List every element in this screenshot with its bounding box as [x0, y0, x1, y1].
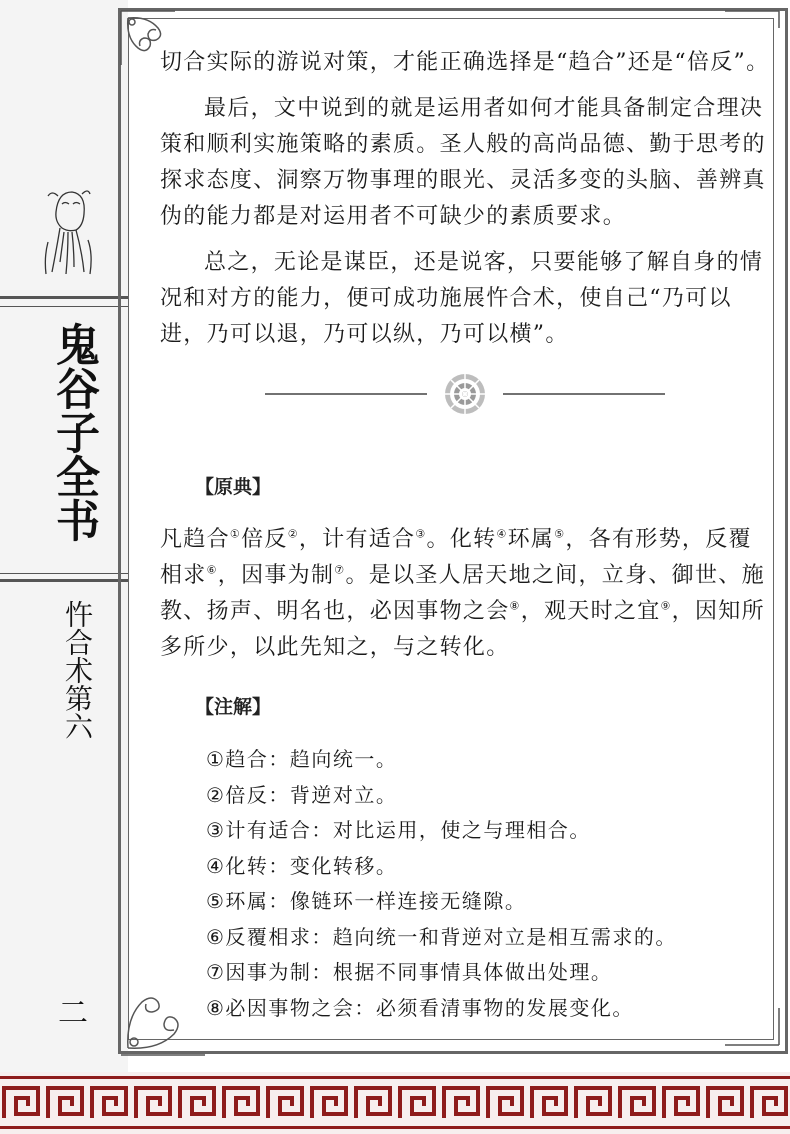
paragraph-3: 总之，无论是谋臣，还是说客，只要能够了解自身的情况和对方的能力，便可成功施展忤合术，使自己“乃可以进，乃可以退，乃可以纵，乃可以横”。 — [160, 250, 764, 347]
book-title: 鬼谷子全书 — [48, 322, 99, 542]
page-number: 二 — [58, 996, 88, 1031]
original-segment: ，因知所多所少，以此先知之，与之转化。 — [160, 599, 765, 660]
original-segment: ，观天时之宜 — [520, 599, 661, 624]
band-rule — [0, 1126, 790, 1129]
note-item: ⑧必因事物之会：必须看清事物的发展变化。 — [206, 995, 634, 1020]
original-segment: ，各有形势，反覆相求 — [160, 527, 752, 588]
sidebar-divider-mid — [0, 579, 128, 582]
original-segment: 。是以圣人居天地之间，立身、御世、施教、扬声、明名也，必因事物之会 — [160, 563, 765, 624]
meander-border-band — [0, 1072, 790, 1134]
sidebar — [0, 0, 128, 1085]
note-item: ④化转：变化转移。 — [206, 853, 398, 878]
original-segment: 倍反 — [241, 527, 288, 552]
note-reference-marker: ⑦ — [334, 563, 346, 577]
rosette-icon — [445, 374, 485, 414]
original-segment: ，因事为制 — [217, 563, 335, 588]
original-text-label: 【原典】 — [195, 476, 272, 498]
corner-ornament-bottom-left-icon — [118, 968, 208, 1058]
original-paragraph — [160, 522, 772, 666]
note-item: ⑦因事为制：根据不同事情具体做出处理。 — [206, 960, 613, 984]
original-segment: 。化转 — [426, 527, 497, 552]
note-item: ⑥反覆相求：趋向统一和背逆对立是相互需求的。 — [206, 924, 677, 949]
note-reference-marker: ① — [229, 527, 242, 541]
note-reference-marker: ② — [287, 527, 299, 541]
note-item: ①趋合：趋向统一。 — [206, 747, 398, 771]
sidebar-divider-mid-thin — [0, 573, 128, 574]
note-reference-marker: ⑥ — [206, 563, 218, 577]
original-segment: 环属 — [507, 527, 555, 552]
note-reference-marker: ④ — [496, 527, 508, 541]
notes-list — [206, 742, 766, 1026]
sidebar-divider-top — [0, 296, 128, 299]
band-rule — [0, 1076, 790, 1079]
sidebar-divider-top-thin — [0, 306, 128, 307]
chapter-title: 忤合术第六 — [61, 600, 94, 740]
original-segment: ，计有适合 — [298, 527, 416, 552]
original-text — [160, 522, 772, 666]
notes-label: 【注解】 — [195, 696, 272, 718]
note-item: ⑤环属：像链环一样连接无缝隙。 — [206, 889, 527, 913]
note-reference-marker: ⑧ — [509, 599, 521, 613]
note-item: ③计有适合：对比运用，使之与理相合。 — [206, 818, 591, 842]
sage-portrait-icon — [38, 182, 98, 277]
paragraph-2: 最后，文中说到的就是运用者如何才能具备制定合理决策和顺利实施策略的素质。圣人般的高尚品德、勤于思考的探求态度、洞察万物事理的眼光、灵活多变的头脑、善辨真伪的能力都是对运用者不可缺少的素质要求。 — [160, 96, 766, 229]
note-reference-marker: ⑤ — [554, 527, 566, 541]
original-segment: 凡趋合 — [160, 527, 230, 552]
body-text — [160, 45, 772, 353]
note-item: ②倍反：背逆对立。 — [206, 782, 398, 807]
section-divider — [265, 372, 665, 416]
note-reference-marker: ③ — [415, 527, 427, 541]
paragraph-1: 切合实际的游说对策，才能正确选择是“趋合”还是“倍反”。 — [160, 50, 770, 75]
note-reference-marker: ⑨ — [660, 599, 672, 613]
